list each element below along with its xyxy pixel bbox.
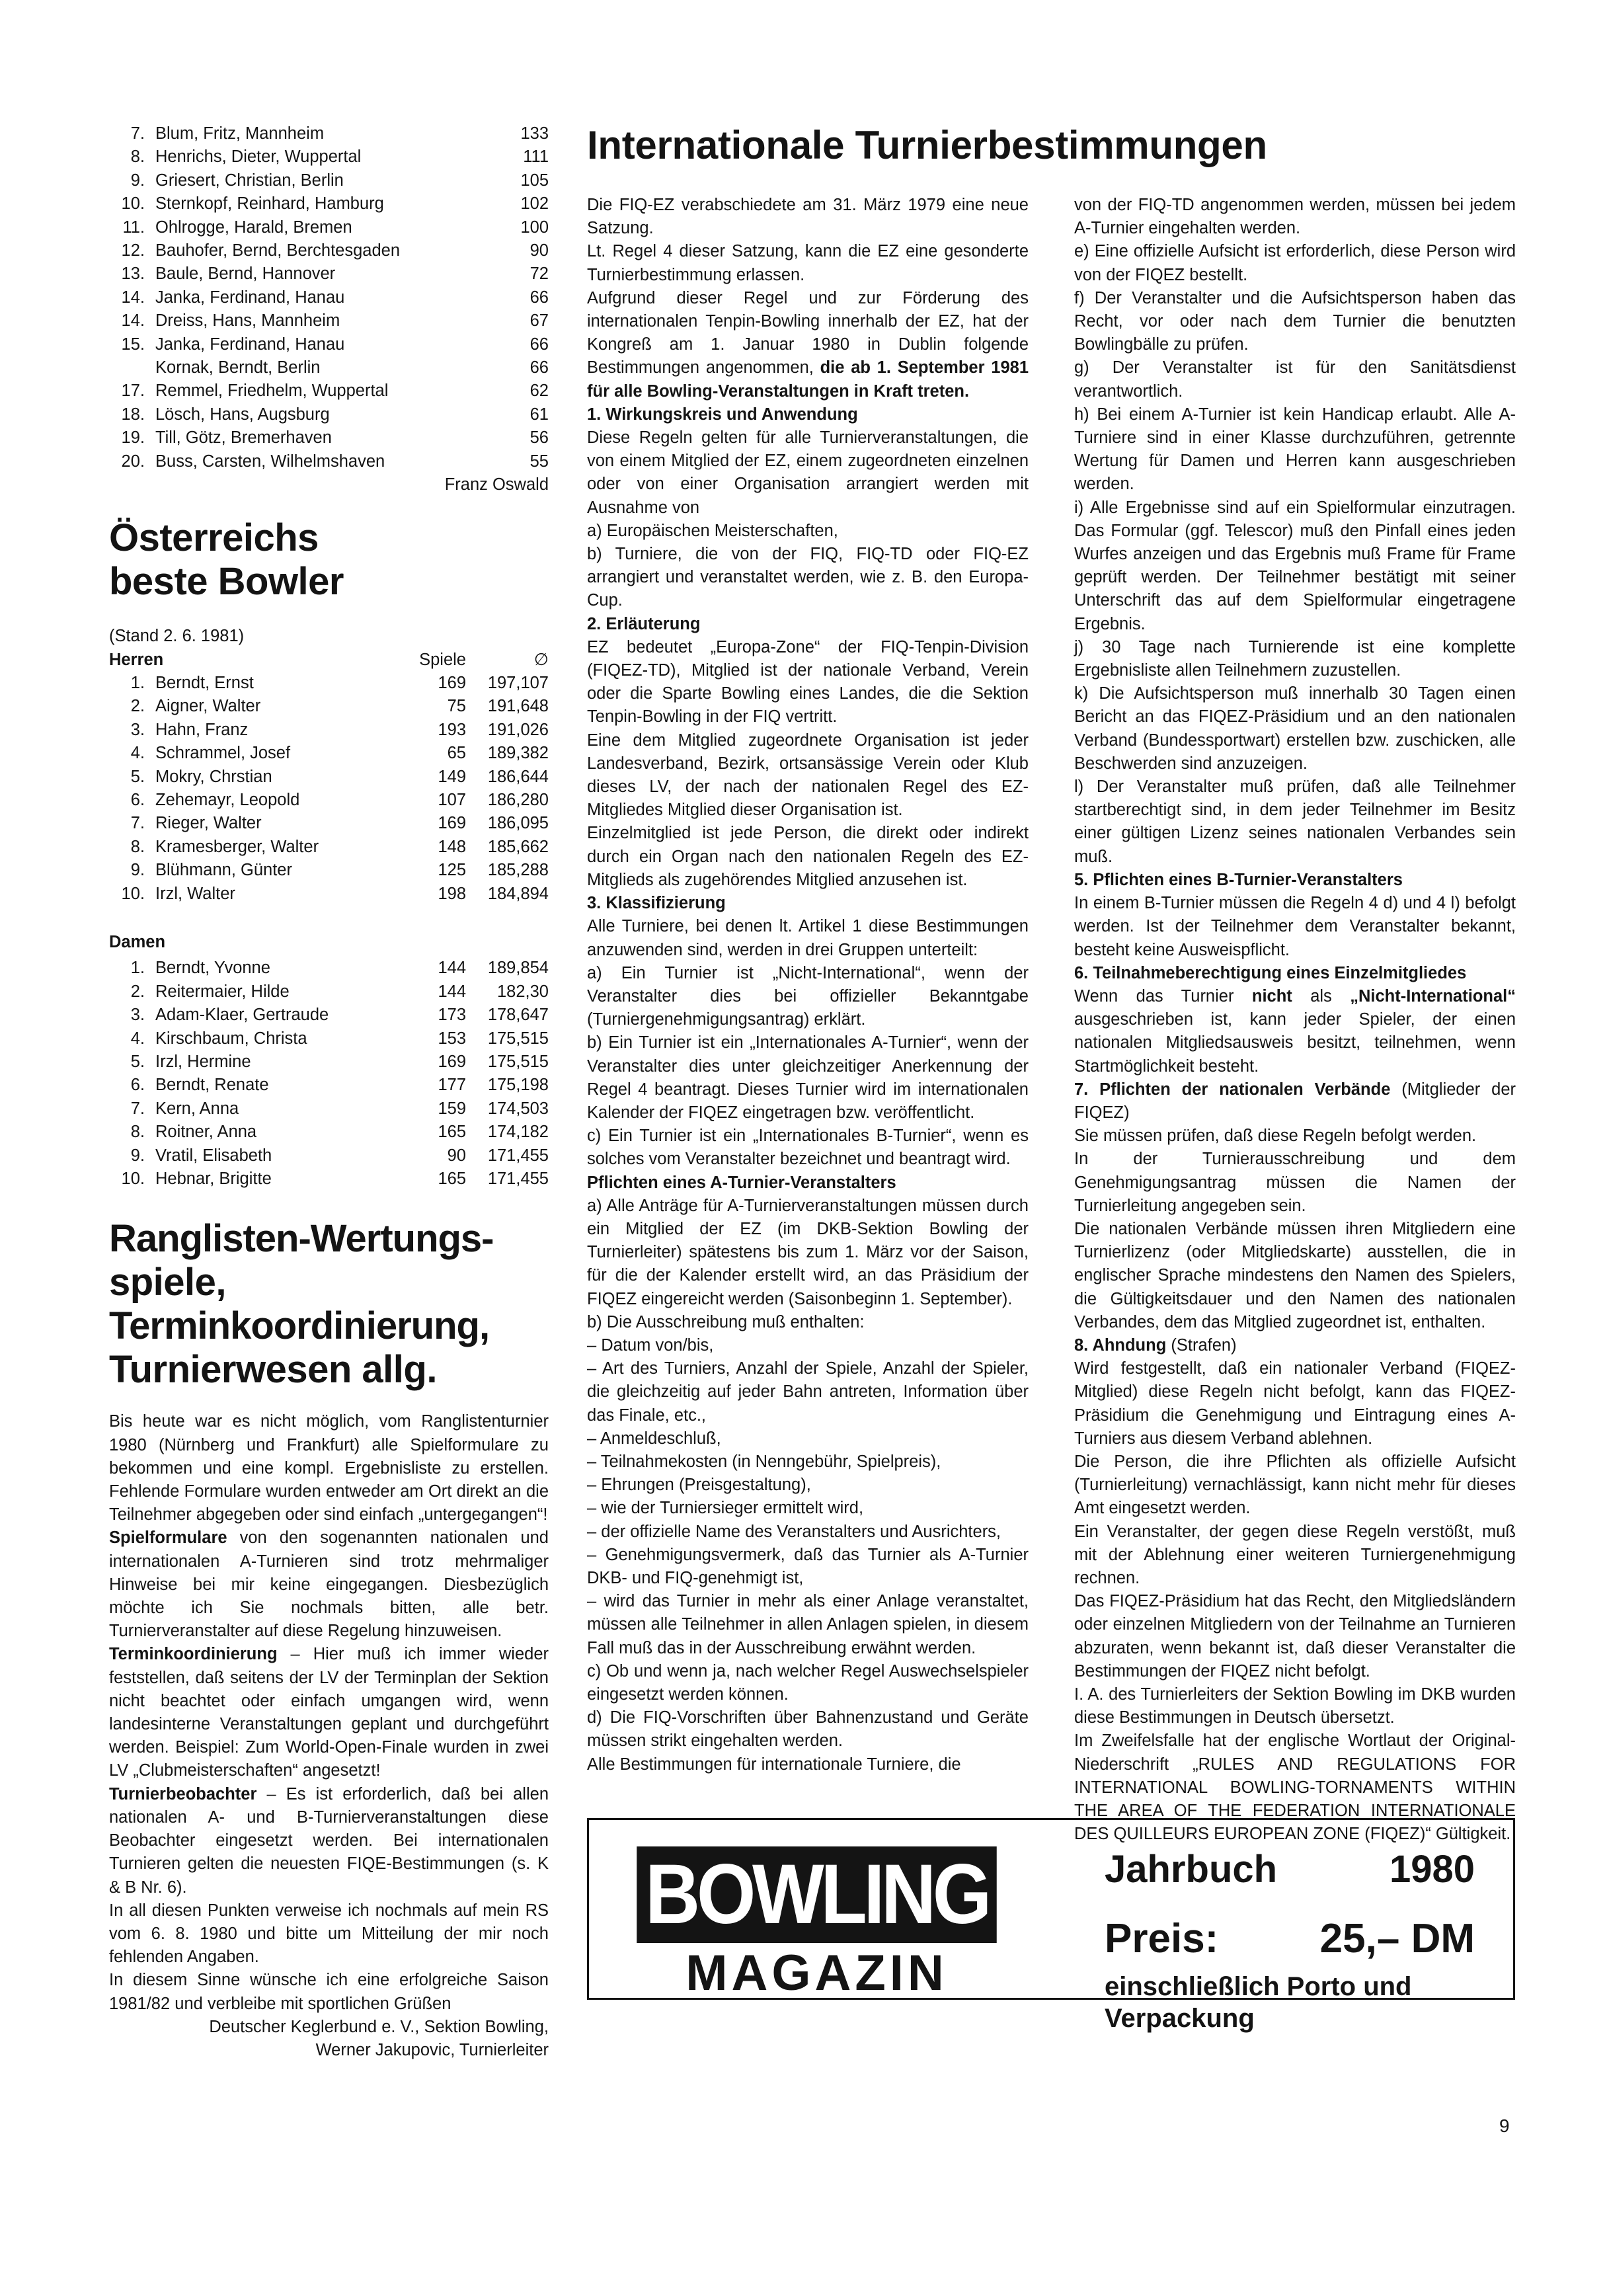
intl-c2h: h) Bei einem A-Turnier ist kein Handicap erlaubt. Alle A-Turniere sind in einer Klasse durchzuführen, getrennte Wertung für Damen und Herren kann ausgeschrieben werden.: [1074, 405, 1516, 494]
page-number: 9: [1499, 2116, 1510, 2136]
intl-s1p: Diese Regeln gelten für alle Turnierveranstaltungen, die von einem Mitglied der EZ, einem zugeordneten einzelnen oder von einer Organisation arrangiert werden mit Ausnahme von: [587, 428, 1029, 517]
rangliste-p4: [109, 1783, 549, 1899]
games-count: 65: [447, 744, 466, 763]
ad-price: 25,– DM: [1319, 1916, 1475, 1961]
rank-number: 9.: [130, 861, 145, 880]
player-name: Kornak, Berndt, Berlin: [155, 358, 321, 377]
player-name: Buss, Carsten, Wilhelmshaven: [155, 452, 385, 471]
intl-col2: [1074, 194, 1516, 1846]
bowler-name: Hahn, Franz: [155, 720, 249, 739]
intl-s7p3: Die nationalen Verbände müssen ihren Mitgliedern eine Turnierlizenz (oder Mitgliedskarte) ausstellen, die in englischer Sprache mindestens den Namen des Spielers, die Gültigkeitsdauer und den Namen des nationalen Verbandes, dem das Mitglied zugeordnet ist, enthalten.: [1074, 1219, 1516, 1331]
intl-s8p5: I. A. des Turnierleiters der Sektion Bowling im DKB wurden diese Bestimmungen in Deutsch übersetzt.: [1074, 1685, 1516, 1727]
intl-s4a: a) Alle Anträge für A-Turnierveranstaltungen müssen durch ein Mitglied der EZ (im DKB-Sektion Bowling der Turnierleiter) spätestens bis zum 1. März vor der Saison, für die der Kalender erstellt wird, an das Präsidium der FIQEZ eingereicht werden (Saisonbeginn 1. September).: [587, 1196, 1029, 1308]
bowler-name: Aigner, Walter: [155, 697, 261, 716]
bowler-name: Berndt, Yvonne: [155, 959, 270, 978]
austria-title-line2: beste Bowler: [109, 560, 344, 604]
bowler-row: [109, 980, 549, 1004]
austria-title-line1: Österreichs: [109, 516, 319, 560]
average-score: 171,455: [487, 1146, 549, 1165]
rangliste-p2: [109, 1526, 549, 1643]
rangliste-p1: Bis heute war es nicht möglich, vom Ranglistenturnier 1980 (Nürnberg und Frankfurt) alle Spielformulare zu bekommen und eine kompl. Ergebnisliste zu erstellen. Fehlende Formulare wurden entweder am Ort direkt an die Teilnehmer abgegeben oder sind einfach „untergegangen“!: [109, 1412, 549, 1524]
player-value: 90: [529, 241, 549, 260]
requirement-item: – Datum von/bis,: [587, 1335, 714, 1355]
ad-year: 1980: [1389, 1848, 1475, 1891]
player-name: Dreiss, Hans, Mannheim: [155, 311, 340, 331]
rank-number: 10.: [121, 194, 145, 214]
intl-s3p: Alle Turniere, bei denen lt. Artikel 1 diese Bestimmungen anzuwenden sind, werden in drei Gruppen unterteilt:: [587, 917, 1029, 959]
rank-number: 14.: [121, 311, 145, 331]
intl-s8-title: 8. Ahndung: [1074, 1335, 1167, 1355]
bowler-name: Blühmann, Günter: [155, 861, 292, 880]
player-value: 55: [529, 452, 549, 471]
bowler-row: [109, 836, 549, 859]
ranking-row: [109, 192, 549, 216]
bowler-row: [109, 1004, 549, 1027]
rank-number: 17.: [121, 381, 145, 401]
intl-headline: Internationale Turnierbestimmungen: [587, 123, 1267, 167]
intl-c2k: k) Die Aufsichtsperson muß innerhalb 30 Tagen einen Bericht an das FIQEZ-Präsidium und an den nationalen Verband (Bundessportwart) erstellen bzw. zuschicken, alle Beschwerden sind anzuzeigen.: [1074, 684, 1516, 773]
damen-header: [109, 931, 549, 954]
rank-number: 12.: [121, 241, 145, 260]
logo-magazin: MAGAZIN: [685, 1945, 948, 2001]
rangliste-title-line4: Turnierwesen allg.: [109, 1348, 437, 1392]
player-name: Janka, Ferdinand, Hanau: [155, 335, 345, 354]
rangliste-p4-lead: Turnierbeobachter: [109, 1784, 257, 1803]
intl-s3-heading: 3. Klassifizierung: [587, 894, 726, 913]
rank-number: 8.: [130, 147, 145, 167]
intl-s8p3: Ein Veranstalter, der gegen diese Regeln verstößt, muß mit der Ablehnung einer weiteren Turniergenehmigung rechnen.: [1074, 1522, 1516, 1587]
bowler-name: Berndt, Renate: [155, 1076, 269, 1095]
intl-s2p3: Einzelmitglied ist jede Person, die direkt oder indirekt durch ein Organ nach den nationalen Regeln des EZ-Mitglieds als zugehörendes Mitglied anzusehen ist.: [587, 824, 1029, 889]
ranking-row: [109, 216, 549, 239]
intl-s3a: a) Ein Turnier ist „Nicht-International“, wenn der Veranstalter dies bei offizieller Bekanntgabe (Turniergenehmigungsantrag) erklärt.: [587, 963, 1029, 1029]
games-count: 165: [438, 1169, 466, 1189]
average-score: 182,30: [497, 982, 549, 1001]
intl-s4e: Alle Bestimmungen für internationale Turniere, die: [587, 1755, 961, 1774]
average-score: 175,515: [487, 1052, 549, 1071]
average-score: 174,503: [487, 1099, 549, 1118]
average-score: 171,455: [487, 1169, 549, 1189]
player-value: 66: [529, 335, 549, 354]
bowler-row: [109, 672, 549, 695]
average-score: 186,095: [487, 814, 549, 833]
intl-s8p2: Die Person, die ihre Pflichten als offizielle Aufsicht (Turnierleitung) vernachlässigt, kann nicht mehr für dieses Amt eingesetzt werden.: [1074, 1452, 1516, 1518]
ranking-row: [109, 239, 549, 262]
intl-c1p3a: Aufgrund dieser Regel und zur Förderung des internationalen Tenpin-Bowling innerhalb der EZ, hat der Kongreß am 1. Januar 1980 in Dublin folgende Bestimmungen angenommen,: [587, 288, 1029, 377]
bowler-name: Mokry, Chrstian: [155, 767, 272, 786]
ad-preis-line: [1105, 1915, 1475, 1963]
intl-c2i: i) Alle Ergebnisse sind auf ein Spielformular einzutragen. Das Formular (ggf. Telescor) muß den Pinfall eines jeden Wurfes anzeigen und das Ergebnis muß Frame für Frame geprüft werden. Der Teilnehmer bestätigt mit seiner Unterschrift das auf dem Spielformular eingetragene Ergebnis.: [1074, 498, 1516, 633]
rank-number: 5.: [130, 767, 145, 786]
intl-c1p2: Lt. Regel 4 dieser Satzung, kann die EZ eine gesonderte Turnierbestimmung erlassen.: [587, 242, 1029, 284]
rank-number: 20.: [121, 452, 145, 471]
player-name: Ohlrogge, Harald, Bremen: [155, 218, 352, 237]
rangliste-p3: [109, 1643, 549, 1782]
rangliste-section: [109, 1217, 549, 2061]
ad-preis: Preis:: [1105, 1916, 1219, 1961]
intl-c1p3: [587, 287, 1029, 403]
ranking-row: [109, 286, 549, 309]
requirement-item: – Ehrungen (Preisgestaltung),: [587, 1476, 811, 1495]
average-score: 191,648: [487, 697, 549, 716]
austria-section: [109, 516, 549, 1191]
rank-number: 3.: [130, 720, 145, 739]
average-score: 175,515: [487, 1029, 549, 1048]
ranking-row: [109, 333, 549, 356]
bowler-row: [109, 766, 549, 789]
ranking-list: [109, 122, 549, 473]
games-count: 148: [438, 837, 466, 856]
games-count: 173: [438, 1006, 466, 1025]
intl-s4-heading: Pflichten eines A-Turnier-Veranstalters: [587, 1173, 896, 1192]
bowler-row: [109, 1144, 549, 1168]
rangliste-p6: In diesem Sinne wünsche ich eine erfolgreiche Saison 1981/82 und verbleibe mit sportlichen Grüßen: [109, 1971, 549, 2013]
rank-number: 1.: [130, 673, 145, 692]
player-value: 72: [529, 264, 549, 284]
intl-c2f: f) Der Veranstalter und die Aufsichtsperson haben das Recht, vor oder nach dem Turnier die benutzten Bowlingbälle zu prüfen.: [1074, 288, 1516, 354]
intl-c2j: j) 30 Tage nach Turnierende ist eine komplette Ergebnisliste allen Teilnehmern zuzustellen.: [1074, 637, 1516, 680]
bowler-name: Berndt, Ernst: [155, 673, 254, 692]
games-count: 149: [438, 767, 466, 786]
player-name: Lösch, Hans, Augsburg: [155, 405, 330, 424]
bowler-name: Kern, Anna: [155, 1099, 239, 1118]
games-count: 169: [438, 1052, 466, 1071]
ranking-row: [109, 450, 549, 473]
intl-c1p3b: die ab 1. September 1981 für alle Bowling-Veranstaltungen in Kraft treten.: [587, 358, 1029, 401]
rangliste-p2-lead: Spielformulare: [109, 1528, 227, 1548]
rangliste-title-line1: Ranglisten-Wertungs-: [109, 1217, 494, 1261]
intl-s6p-b: nicht: [1251, 986, 1292, 1006]
bowler-name: Irzl, Walter: [155, 884, 235, 903]
rank-number: 6.: [130, 1076, 145, 1095]
bowler-row: [109, 1097, 549, 1121]
rank-number: 2.: [130, 697, 145, 716]
intl-s7-title: 7. Pflichten der nationalen Verbände: [1074, 1080, 1391, 1099]
requirement-item: – Art des Turniers, Anzahl der Spiele, Anzahl der Spieler, die gleichzeitig auf jeder Bahn antreten, Information über das Finale, etc.,: [587, 1359, 1029, 1425]
bowler-row: [109, 812, 549, 835]
games-count: 144: [438, 959, 466, 978]
rank-number: 7.: [130, 124, 145, 143]
ranking-row: [109, 169, 549, 192]
average-score: 186,280: [487, 790, 549, 809]
ranking-row: [109, 309, 549, 333]
bowler-row: [109, 1121, 549, 1144]
bowler-row: [109, 789, 549, 812]
player-value: 61: [529, 405, 549, 424]
austria-stand: (Stand 2. 6. 1981): [109, 627, 245, 646]
intl-s7p2: In der Turnierausschreibung und dem Genehmigungsantrag müssen die Namen der Turnierleitung angegeben sein.: [1074, 1150, 1516, 1215]
ad-text: [1105, 1846, 1475, 2034]
player-value: 66: [529, 358, 549, 377]
intl-s1b: b) Turniere, die von der FIQ, FIQ-TD oder FIQ-EZ arrangiert und veranstaltet werden, wie z. B. den Europa-Cup.: [587, 545, 1029, 610]
player-name: Till, Götz, Bremerhaven: [155, 428, 332, 448]
intl-s1a: a) Europäischen Meisterschaften,: [587, 521, 838, 540]
bowler-row: [109, 1168, 549, 1191]
ranking-author: Franz Oswald: [444, 475, 549, 495]
games-count: 177: [438, 1076, 466, 1095]
logo-bowling: BOWLING: [637, 1846, 997, 1943]
games-count: 75: [447, 697, 466, 716]
intl-c2l: l) Der Veranstalter muß prüfen, daß alle Teilnehmer startberechtigt sind, in dem jeder Teilnehmer im Besitz einer gültigen Lizenz seines nationalen Verbandes sein muß.: [1074, 777, 1516, 866]
ranking-row: [109, 122, 549, 145]
intl-s4c: c) Ob und wenn ja, nach welcher Regel Auswechselspieler eingesetzt werden können.: [587, 1661, 1029, 1704]
rank-number: 18.: [121, 405, 145, 424]
intl-s6p-e: ausgeschrieben ist, kann jeder Spieler, der einen nationalen Mitgliedsausweis besitzt, teilnehmen, wenn Startmöglichkeit besteht.: [1074, 1010, 1516, 1076]
rangliste-p5: In all diesen Punkten verweise ich nochmals auf mein RS vom 6. 8. 1980 und bitte um Mitteilung der mir noch fehlenden Angaben.: [109, 1901, 549, 1967]
herren-header: [109, 649, 549, 672]
intl-c2e: e) Eine offizielle Aufsicht ist erforderlich, diese Person wird von der FIQEZ bestellt.: [1074, 242, 1516, 284]
intl-col1: [587, 194, 1029, 1846]
rangliste-sign2: Werner Jakupovic, Turnierleiter: [315, 2040, 549, 2059]
right-column: [587, 122, 1516, 1846]
bowler-name: Irzl, Hermine: [155, 1052, 251, 1071]
intl-s3b: b) Ein Turnier ist ein „Internationales A-Turnier“, wenn der Veranstalter dies unter gleichzeitiger Anerkennung der Regel 4 beantragt. Dieses Turnier wird im internationalen Kalender der FIQEZ eingetragen bzw. veröffentlicht.: [587, 1033, 1029, 1122]
intl-s4b: b) Die Ausschreibung muß enthalten:: [587, 1312, 865, 1331]
ranking-row: [109, 403, 549, 426]
ad-porto: [1105, 1971, 1475, 2034]
bowler-name: Vratil, Elisabeth: [155, 1146, 272, 1165]
rank-number: 8.: [130, 837, 145, 856]
intl-s2p1: EZ bedeutet „Europa-Zone“ der FIQ-Tenpin-Division (FIQEZ-TD), Mitglied ist der nationale Verband, Verein oder die Sparte Bowling eines Landes, die die Sektion Tenpin-Bowling in der FIQ vertritt.: [587, 637, 1029, 727]
ranking-row: [109, 426, 549, 450]
requirement-item: – Anmeldeschluß,: [587, 1429, 721, 1448]
bowler-name: Kramesberger, Walter: [155, 837, 319, 856]
intl-s6-heading: 6. Teilnahmeberechtigung eines Einzelmitgliedes: [1074, 963, 1467, 982]
player-name: Henrichs, Dieter, Wuppertal: [155, 147, 362, 167]
ad-porto-line1: einschließlich Porto und: [1105, 1972, 1412, 2001]
intl-s8-heading: [1074, 1334, 1516, 1357]
rank-number: 13.: [121, 264, 145, 284]
bowler-name: Rieger, Walter: [155, 814, 262, 833]
bowler-row: [109, 1074, 549, 1097]
games-count: 165: [438, 1123, 466, 1142]
average-score: 197,107: [487, 673, 549, 692]
games-count: 153: [438, 1029, 466, 1048]
bowler-name: Reitermaier, Hilde: [155, 982, 290, 1001]
rangliste-title-line2: spiele,: [109, 1261, 227, 1304]
player-value: 100: [520, 218, 549, 237]
intl-s7p1: Sie müssen prüfen, daß diese Regeln befolgt werden.: [1074, 1127, 1477, 1146]
bowler-name: Schrammel, Josef: [155, 744, 291, 763]
bowling-magazin-logo: [617, 1846, 1017, 2000]
intl-s6p-d: „Nicht-International“: [1350, 986, 1516, 1006]
average-score: 186,644: [487, 767, 549, 786]
rank-number: 5.: [130, 1052, 145, 1071]
intl-s5p: In einem B-Turnier müssen die Regeln 4 d) und 4 l) befolgt werden. Ist der Teilnehmer dem Veranstalter bekannt, besteht keine Ausweispflicht.: [1074, 894, 1516, 959]
player-value: 67: [529, 311, 549, 331]
bowler-row: [109, 695, 549, 718]
games-count: 169: [438, 814, 466, 833]
intl-s8p1: Wird festgestellt, daß ein nationaler Verband (FIQEZ-Mitglied) diese Regeln nicht befolgt, kann das FIQEZ-Präsidium die Genehmigung und Eintragung eines A-Turniers aus diesem Verband ablehnen.: [1074, 1359, 1516, 1448]
bowler-name: Roitner, Anna: [155, 1123, 257, 1142]
average-score: 174,182: [487, 1123, 549, 1142]
rank-number: 19.: [121, 428, 145, 448]
player-name: Baule, Bernd, Hannover: [155, 264, 336, 284]
average-score: 175,198: [487, 1076, 549, 1095]
intl-body: [587, 194, 1516, 1846]
player-value: 56: [529, 428, 549, 448]
player-name: Janka, Ferdinand, Hanau: [155, 288, 345, 307]
rank-number: 4.: [130, 744, 145, 763]
ranking-row: [109, 379, 549, 403]
bowler-row: [109, 719, 549, 742]
rank-number: 10.: [121, 884, 145, 903]
rangliste-p3-lead: Terminkoordinierung: [109, 1645, 278, 1664]
rank-number: 3.: [130, 1006, 145, 1025]
rank-number: 9.: [130, 1146, 145, 1165]
intl-s8-tail: (Strafen): [1166, 1335, 1237, 1355]
rank-number: 7.: [130, 1099, 145, 1118]
bowler-name: Kirschbaum, Christa: [155, 1029, 307, 1048]
ad-porto-line2: Verpackung: [1105, 2004, 1255, 2033]
average-score: 189,382: [487, 744, 549, 763]
ad-jahrbuch-line: [1105, 1846, 1475, 1893]
player-value: 62: [529, 381, 549, 401]
bowler-row: [109, 1027, 549, 1050]
requirement-item: – der offizielle Name des Veranstalters und Ausrichters,: [587, 1522, 1001, 1541]
intl-c2g: g) Der Veranstalter ist für den Sanitätsdienst verantwortlich.: [1074, 358, 1516, 401]
bowler-name: Hebnar, Brigitte: [155, 1169, 272, 1189]
average-score: 178,647: [487, 1006, 549, 1025]
rank-number: 6.: [130, 790, 145, 809]
player-value: 133: [520, 124, 549, 143]
games-count: 193: [438, 720, 466, 739]
intl-s7-heading: [1074, 1078, 1516, 1125]
rank-number: 14.: [121, 288, 145, 307]
damen-label: Damen: [109, 932, 166, 951]
requirement-item: – wie der Turniersieger ermittelt wird,: [587, 1499, 864, 1518]
player-name: Blum, Fritz, Mannheim: [155, 124, 325, 143]
player-value: 111: [523, 147, 549, 167]
intl-s3c: c) Ein Turnier ist ein „Internationales B-Turnier“, wenn es solches vom Veranstalter bezeichnet und beantragt wird.: [587, 1127, 1029, 1169]
rank-number: 1.: [130, 959, 145, 978]
ad-jahrbuch: Jahrbuch: [1105, 1848, 1278, 1891]
average-score: 184,894: [487, 884, 549, 903]
herren-label: Herren: [109, 650, 164, 669]
intl-s1-heading: 1. Wirkungskreis und Anwendung: [587, 405, 858, 424]
requirement-item: – Genehmigungsvermerk, daß das Turnier als A-Turnier DKB- und FIQ-genehmigt ist,: [587, 1545, 1029, 1587]
ranking-row: [109, 145, 549, 169]
bowler-row: [109, 859, 549, 882]
bowler-row: [109, 883, 549, 906]
ranking-row: [109, 262, 549, 286]
intl-s7-tail: (Mitglieder der FIQEZ): [1074, 1080, 1516, 1122]
average-score: 189,854: [487, 959, 549, 978]
rank-number: 11.: [122, 218, 145, 237]
rank-number: [109, 356, 145, 379]
jahrbuch-ad: [587, 1818, 1515, 2033]
damen-list: [109, 957, 549, 1191]
intl-s8p6: Im Zweifelsfalle hat der englische Wortlaut der Original-Niederschrift „RULES AND REGULATIONS FOR INTERNATIONAL BOWLING-TORNAMENTS WITHIN THE AREA OF THE FEDERATION INTERNATIONALE DES QUILLEURS EUROPEAN ZONE (FIQEZ)“ Gültigkeit.: [1074, 1731, 1516, 1844]
games-count: 90: [447, 1146, 466, 1165]
rank-number: 9.: [130, 171, 145, 190]
rank-number: 8.: [130, 1123, 145, 1142]
bowler-row: [109, 957, 549, 980]
rangliste-p2-text: von den sogenannten nationalen und internationalen A-Turnieren sind trotz mehrmaliger Hinweise bei mir keine eingegangen. Diesbezüglich möchte ich Sie nochmals bitten, alle betr. Turnierveranstalter auf diese Regelung hinzuweisen.: [109, 1528, 549, 1641]
rangliste-p4-text: – Es ist erforderlich, daß bei allen nationalen A- und B-Turnierveranstaltungen diese Beobachter eingesetzt werden. Bei internationalen Turnieren gelten die neuesten FIQE-Bestimmungen (s. K & B Nr. 6).: [109, 1784, 549, 1897]
intl-s6p-a: Wenn das Turnier: [1074, 986, 1252, 1006]
rank-number: 15.: [121, 335, 145, 354]
intl-s4d: d) Die FIQ-Vorschriften über Bahnenzustand und Geräte müssen strikt eingehalten werden.: [587, 1708, 1029, 1751]
col-avg: ∅: [533, 650, 549, 669]
player-name: Griesert, Christian, Berlin: [155, 171, 344, 190]
average-score: 185,662: [487, 837, 549, 856]
average-score: 185,288: [487, 861, 549, 880]
rank-number: 2.: [130, 982, 145, 1001]
left-column: [109, 122, 549, 2062]
player-name: Remmel, Friedhelm, Wuppertal: [155, 381, 389, 401]
intl-s2p2: Eine dem Mitglied zugeordnete Organisation ist jeder Landesverband, Bezirk, ortsansässige Verein oder Klub dieses LV, der nach der nationalen Regel des EZ-Mitgliedes Mitglied dieser Organisation ist.: [587, 731, 1029, 820]
bowler-name: Adam-Klaer, Gertraude: [155, 1006, 329, 1025]
player-value: 66: [529, 288, 549, 307]
rangliste-title-line3: Terminkoordinierung,: [109, 1304, 490, 1348]
bowler-row: [109, 742, 549, 765]
games-count: 125: [438, 861, 466, 880]
games-count: 169: [438, 673, 466, 692]
intl-s6p-c: als: [1292, 986, 1351, 1006]
intl-s8p4: Das FIQEZ-Präsidium hat das Recht, den Mitgliedsländern oder einzelnen Mitgliedern von der Teilnahme an Turnieren abzuraten, wenn bekannt ist, daß dieser Veranstalter die Bestimmungen der FIQEZ nicht befolgt.: [1074, 1592, 1516, 1681]
rank-number: 10.: [121, 1169, 145, 1189]
rank-number: 7.: [130, 814, 145, 833]
games-count: 144: [438, 982, 466, 1001]
ranking-row: [109, 356, 549, 379]
intl-c2p1: von der FIQ-TD angenommen werden, müssen bei jedem A-Turnier eingehalten werden.: [1074, 196, 1516, 238]
intl-c1p1: Die FIQ-EZ verabschiedete am 31. März 1979 eine neue Satzung.: [587, 196, 1029, 238]
bowler-name: Zehemayr, Leopold: [155, 790, 300, 809]
player-name: Bauhofer, Bernd, Berchtesgaden: [155, 241, 401, 260]
games-count: 198: [438, 884, 466, 903]
intl-s6p: [1074, 985, 1516, 1078]
rangliste-sign1: Deutscher Keglerbund e. V., Sektion Bowling,: [209, 2017, 549, 2036]
herren-list: [109, 672, 549, 906]
average-score: 191,026: [487, 720, 549, 739]
requirement-item: – wird das Turnier in mehr als einer Anlage veranstaltet, müssen alle Teilnehmer in allen Anlagen spielen, in diesem Fall muß das in der Ausschreibung erwähnt werden.: [587, 1592, 1029, 1657]
rangliste-p3-text: – Hier muß ich immer wieder feststellen, daß seitens der LV der Terminplan der Sektion nicht beachtet oder einfach umgangen wird, wenn landesinterne Veranstaltungen geplant und durchgeführt werden. Beispiel: Zum World-Open-Finale wurden in zwei LV „Clubmeisterschaften“ angesetzt!: [109, 1645, 549, 1780]
player-value: 102: [520, 194, 549, 214]
intl-s2-heading: 2. Erläuterung: [587, 614, 701, 633]
intl-s5-heading: 5. Pflichten eines B-Turnier-Veranstalters: [1074, 870, 1403, 889]
intl-s4b-list: [587, 1334, 1029, 1660]
col-spiele: Spiele: [419, 650, 466, 669]
requirement-item: – Teilnahmekosten (in Nenngebühr, Spielpreis),: [587, 1452, 941, 1471]
rank-number: 4.: [130, 1029, 145, 1048]
player-name: Sternkopf, Reinhard, Hamburg: [155, 194, 384, 214]
player-value: 105: [520, 171, 549, 190]
games-count: 159: [438, 1099, 466, 1118]
bowler-row: [109, 1050, 549, 1074]
games-count: 107: [438, 790, 466, 809]
